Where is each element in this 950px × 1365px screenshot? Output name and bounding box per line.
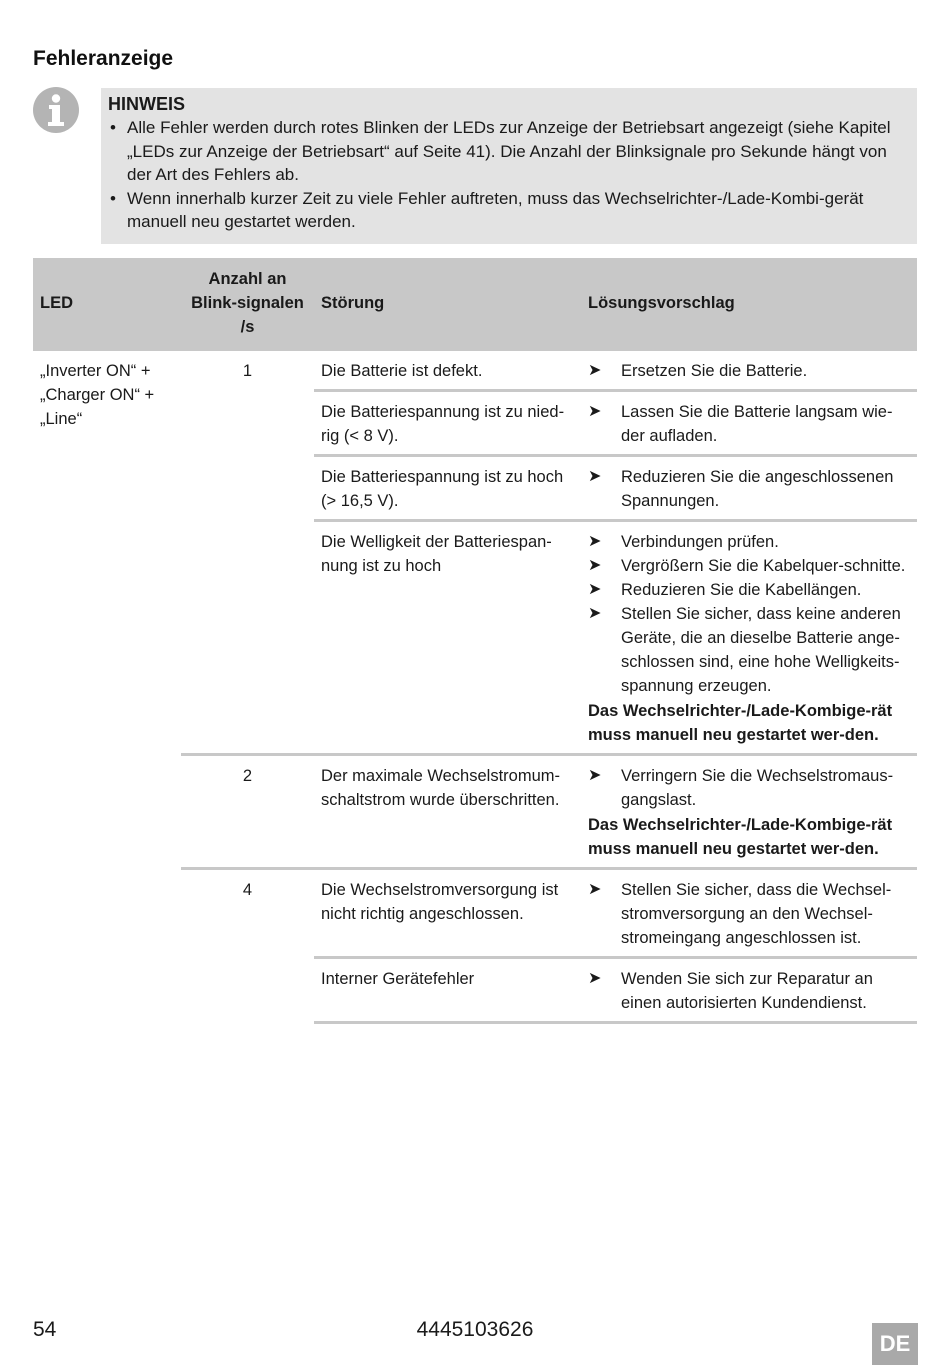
solution-item: ➤ Verbindungen prüfen. [588,530,910,554]
solution-item: ➤ Reduzieren Sie die Kabellängen. [588,578,910,602]
table-header-row [33,258,917,350]
blink-count-cell: 1 [181,350,314,755]
notice-title: HINWEIS [108,94,186,114]
header-fault: Störung [314,258,581,350]
solution-cell [581,391,917,456]
page-number: 54 [33,1318,57,1341]
arrow-right-icon: ➤ [588,557,602,574]
led-cell: „Inverter ON“ + „Charger ON“ + „Line“ [33,350,181,1023]
arrow-right-icon: ➤ [588,581,602,598]
fault-cell: Die Batterie ist defekt. [314,350,581,391]
restart-note: Das Wechselrichter-/Lade-Kombige-rät muss manuell neu gestartet wer-den. [588,816,893,858]
solution-item: ➤ Stellen Sie sicher, dass die Wechsel-stromversorgung an den Wechsel-stromeingang angeschlossen ist. [588,878,910,950]
solution-cell [581,456,917,521]
fault-cell: Die Wechselstromversorgung ist nicht richtig angeschlossen. [314,869,581,958]
arrow-right-icon: ➤ [588,767,602,784]
header-solution: Lösungsvorschlag [581,258,917,350]
arrow-right-icon: ➤ [588,533,602,550]
header-led: LED [33,258,181,350]
solution-item: ➤ Ersetzen Sie die Batterie. [588,359,910,383]
solution-item: ➤ Reduzieren Sie die angeschlossenen Spannungen. [588,465,910,513]
language-badge: DE [872,1323,918,1365]
blink-count-cell: 2 [181,755,314,869]
fault-cell: Interner Gerätefehler [314,958,581,1023]
header-blink-count: Anzahl an Blink-signalen /s [181,258,314,350]
solution-item: ➤ Wenden Sie sich zur Reparatur an einen autorisierten Kundendienst. [588,967,910,1015]
solution-item: ➤ Vergrößern Sie die Kabelquer-schnitte. [588,554,910,578]
solution-cell [581,350,917,391]
document-number: 4445103626 [416,1318,534,1341]
arrow-right-icon: ➤ [588,362,602,379]
arrow-right-icon: ➤ [588,403,602,420]
notice-item: • Wenn innerhalb kurzer Zeit zu viele Fehler auftreten, muss das Wechselrichter-/Lade-Kombi-gerät manuell neu gestartet werden. [108,187,909,234]
solution-item: ➤ Lassen Sie die Batterie langsam wie-der aufladen. [588,400,910,448]
arrow-right-icon: ➤ [588,970,602,987]
fault-cell: Die Batteriespannung ist zu nied-rig (< 8 V). [314,391,581,456]
info-icon [33,87,79,133]
solution-cell [581,958,917,1023]
solution-cell [581,755,917,869]
restart-note: Das Wechselrichter-/Lade-Kombige-rät muss manuell neu gestartet wer-den. [588,702,893,744]
section-title: Fehleranzeige [33,47,174,70]
arrow-right-icon: ➤ [588,605,602,622]
blink-count-cell: 4 [181,869,314,1023]
fault-cell: Der maximale Wechselstromum-schaltstrom wurde überschritten. [314,755,581,869]
notice-list [108,116,909,234]
solution-cell [581,521,917,755]
fault-cell: Die Batteriespannung ist zu hoch (> 16,5 V). [314,456,581,521]
arrow-right-icon: ➤ [588,468,602,485]
table-row [33,350,917,391]
notice-box [101,88,917,244]
fault-cell: Die Welligkeit der Batteriespan-nung ist zu hoch [314,521,581,755]
error-table [33,258,917,1024]
solution-item: ➤ Verringern Sie die Wechselstromaus-gangslast. [588,764,910,812]
solution-item: ➤ Stellen Sie sicher, dass keine anderen Geräte, die an dieselbe Batterie ange-schlossen sind, eine hohe Welligkeits-spannung erzeugen. [588,602,910,698]
solution-cell [581,869,917,958]
arrow-right-icon: ➤ [588,881,602,898]
notice-item: • Alle Fehler werden durch rotes Blinken der LEDs zur Anzeige der Betriebsart angezeigt (siehe Kapitel „LEDs zur Anzeige der Betriebsart“ auf Seite 41). Die Anzahl der Blinksignale pro Sekunde hängt von der Art des Fehlers ab. [108,116,909,187]
